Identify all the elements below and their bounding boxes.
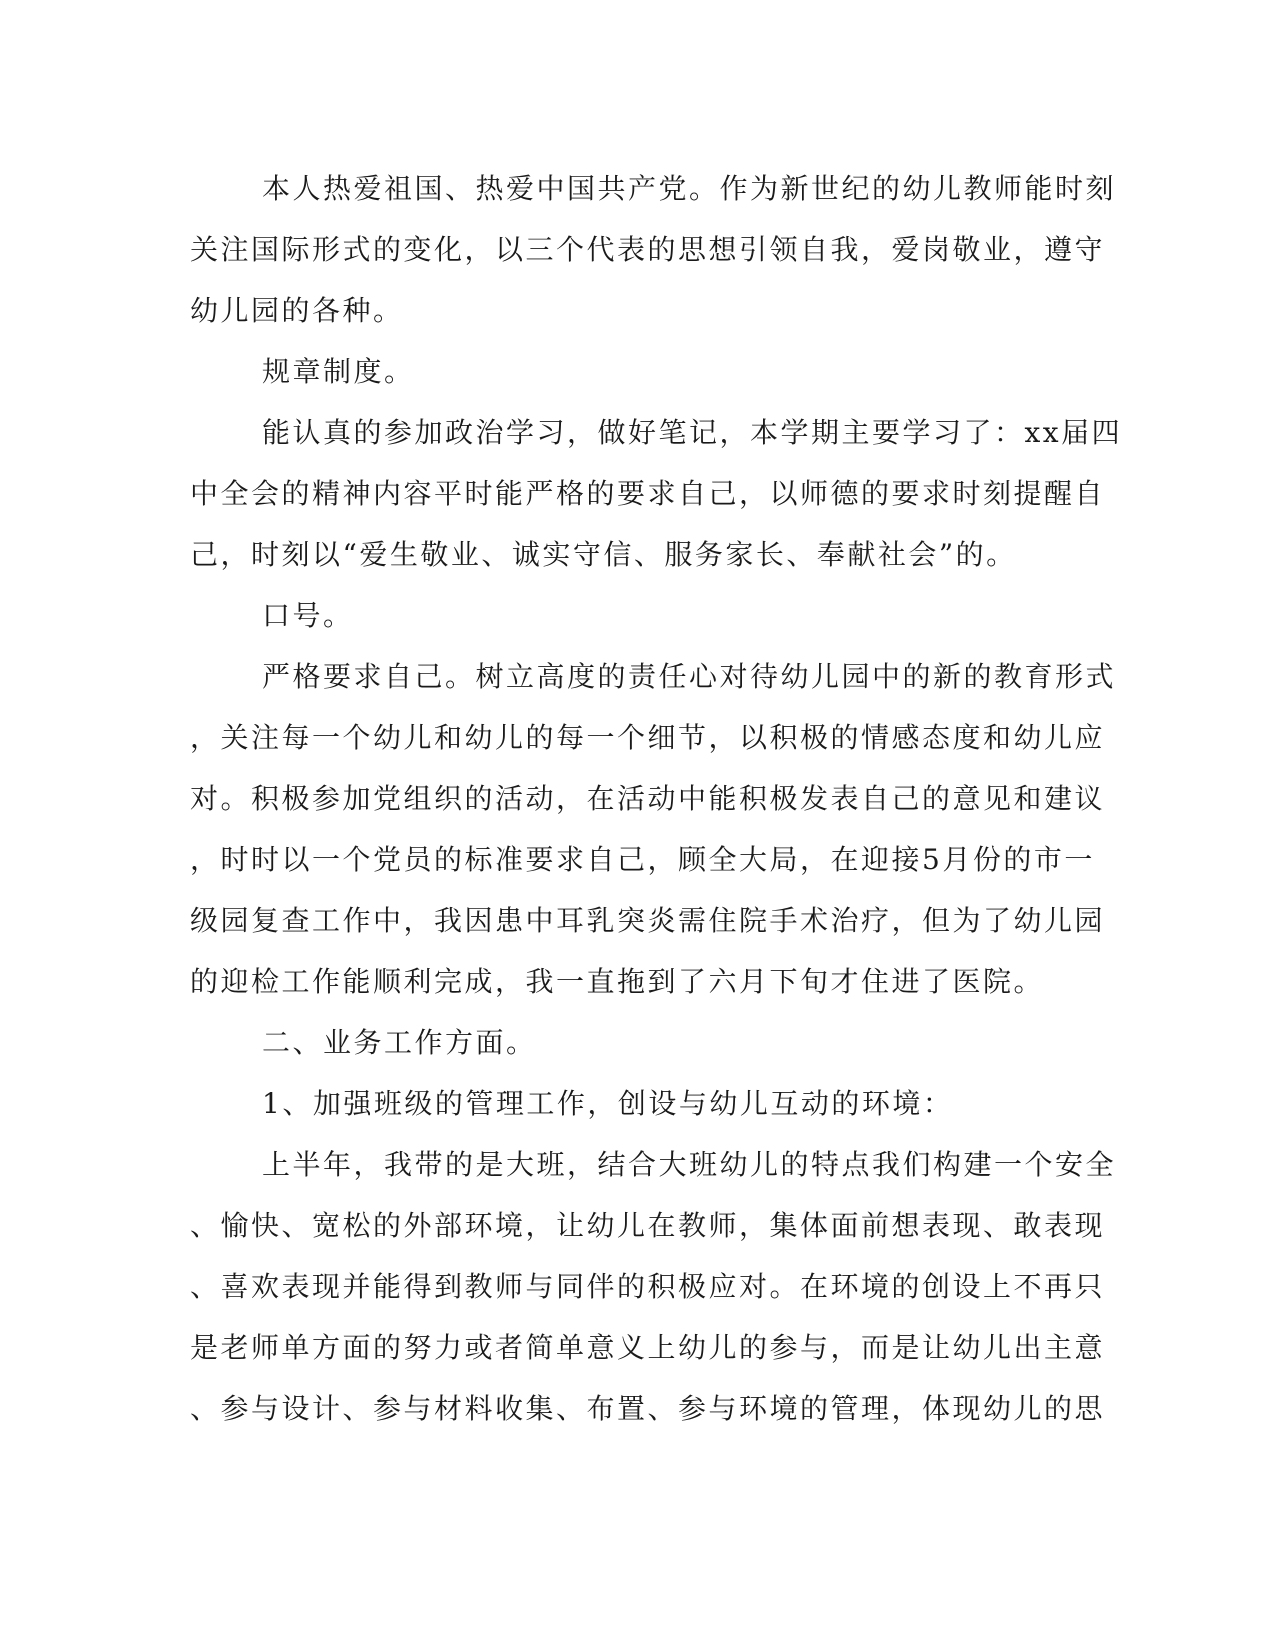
text-line: 中全会的精神内容平时能严格的要求自己，以师德的要求时刻提醒自 (190, 477, 1106, 510)
text-line: 对。积极参加党组织的活动，在活动中能积极发表自己的意见和建议 (190, 782, 1106, 815)
text-line: 己，时刻以“爱生敬业、诚实守信、服务家长、奉献社会”的。 (190, 538, 1017, 571)
text-line: 二、业务工作方面。 (262, 1026, 537, 1059)
text-line: 上半年，我带的是大班，结合大班幼儿的特点我们构建一个安全 (262, 1148, 1117, 1181)
text-line: 、喜欢表现并能得到教师与同伴的积极应对。在环境的创设上不再只 (190, 1270, 1106, 1303)
text-line: 规章制度。 (262, 355, 415, 388)
text-line: 、参与设计、参与材料收集、布置、参与环境的管理，体现幼儿的思 (190, 1392, 1106, 1425)
text-line: 严格要求自己。树立高度的责任心对待幼儿园中的新的教育形式 (262, 660, 1117, 693)
text-line: ，关注每一个幼儿和幼儿的每一个细节，以积极的情感态度和幼儿应 (190, 721, 1106, 754)
text-line: 1、加强班级的管理工作，创设与幼儿互动的环境： (262, 1087, 954, 1120)
text-line: 、愉快、宽松的外部环境，让幼儿在教师，集体面前想表现、敢表现 (190, 1209, 1106, 1242)
text-line: 是老师单方面的努力或者简单意义上幼儿的参与，而是让幼儿出主意 (190, 1331, 1106, 1364)
text-line: ，时时以一个党员的标准要求自己，顾全大局，在迎接5月份的市一 (190, 843, 1095, 876)
body-text (190, 158, 1123, 1439)
text-line: 级园复查工作中，我因患中耳乳突炎需住院手术治疗，但为了幼儿园 (190, 904, 1106, 937)
text-line: 能认真的参加政治学习，做好笔记，本学期主要学习了：xx届四 (262, 416, 1123, 449)
text-line: 关注国际形式的变化，以三个代表的思想引领自我，爱岗敬业，遵守 (190, 233, 1106, 266)
text-line: 幼儿园的各种。 (190, 294, 404, 327)
text-line: 本人热爱祖国、热爱中国共产党。作为新世纪的幼儿教师能时刻 (262, 172, 1117, 205)
text-line: 口号。 (262, 599, 354, 632)
text-line: 的迎检工作能顺利完成，我一直拖到了六月下旬才住进了医院。 (190, 965, 1045, 998)
